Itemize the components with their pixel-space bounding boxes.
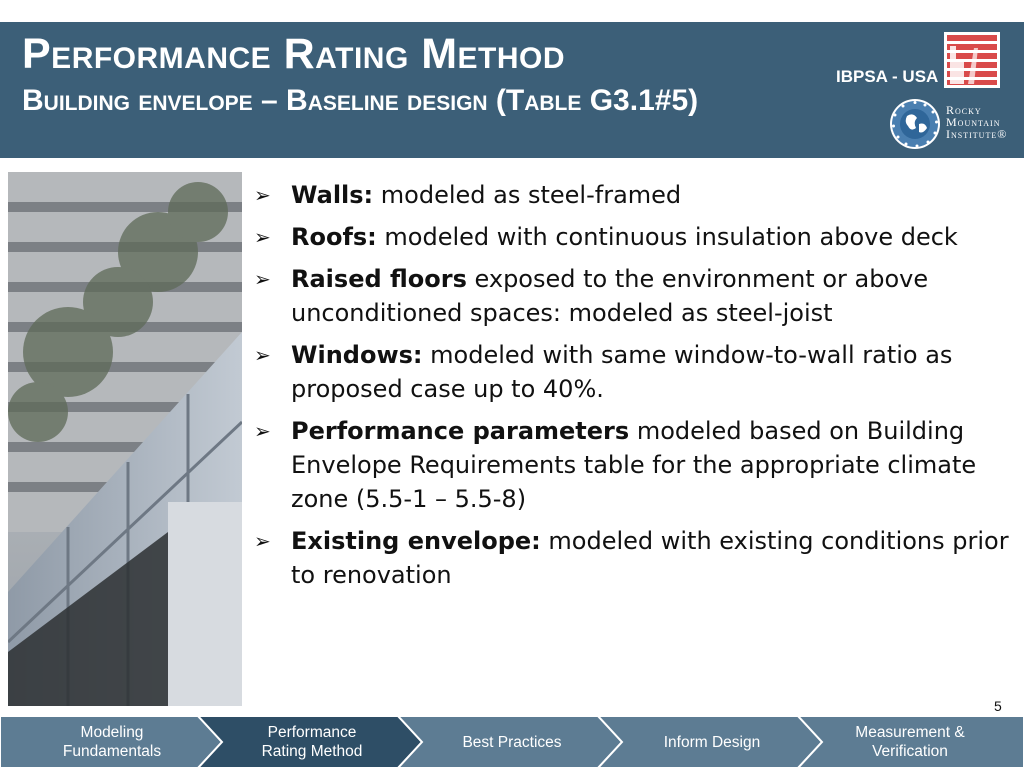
bullet-text: modeled with existing conditions prior to renovation	[291, 527, 1009, 589]
rmi-logo-line: Institute®	[946, 127, 1008, 141]
bullet-text: modeled based on Building Envelope Requirements table for the appropriate climate zone (5.5-1 – 5.5-8)	[291, 417, 977, 513]
rmi-globe-logo	[889, 98, 941, 150]
list-item	[254, 178, 1014, 212]
bullet-heading: Windows:	[291, 341, 423, 369]
bullet-heading: Raised floors	[291, 265, 467, 293]
arrow-bullet-icon: ➢	[254, 529, 271, 553]
nav-item-modeling-fundamentals[interactable]: Modeling Fundamentals	[62, 724, 162, 760]
org-label: IBPSA - USA	[836, 67, 939, 86]
arrow-bullet-icon: ➢	[254, 419, 271, 443]
bullet-text: exposed to the environment or above unconditioned spaces: modeled as steel-joist	[291, 265, 929, 327]
arrow-bullet-icon: ➢	[254, 267, 271, 291]
nav-item-performance-rating-method[interactable]: Performance Rating Method	[261, 724, 363, 760]
list-item	[254, 338, 1014, 406]
page-number: 5	[994, 698, 1002, 714]
arrow-bullet-icon: ➢	[254, 183, 271, 207]
arrow-bullet-icon: ➢	[254, 225, 271, 249]
nav-item-best-practices[interactable]: Best Practices	[462, 733, 562, 751]
list-item	[254, 414, 1014, 516]
nav-item-measurement-verification[interactable]: Measurement & Verification	[855, 724, 965, 760]
slide-subtitle: Building envelope – Baseline design (Table G3.1#5)	[22, 84, 699, 117]
rmi-logo-line: Mountain	[946, 115, 1001, 129]
bullet-text: modeled with same window-to-wall ratio as proposed case up to 40%.	[291, 341, 953, 403]
rmi-logo-text	[946, 104, 1007, 140]
list-item	[254, 524, 1014, 592]
slide-title: Performance Rating Method	[22, 30, 566, 78]
list-item	[254, 262, 1014, 330]
bullet-heading: Performance parameters	[291, 417, 630, 445]
bullet-list	[254, 178, 1014, 600]
bullet-heading: Roofs:	[291, 223, 377, 251]
rmi-logo-line: Rocky	[946, 103, 982, 117]
arrow-bullet-icon: ➢	[254, 343, 271, 367]
bullet-text: modeled with continuous insulation above deck	[376, 223, 958, 251]
bullet-text: modeled as steel-framed	[373, 181, 682, 209]
building-photo	[8, 172, 242, 706]
ibpsa-flag-logo	[944, 32, 1000, 88]
bullet-heading: Walls:	[291, 181, 374, 209]
bullet-heading: Existing envelope:	[291, 527, 541, 555]
nav-item-inform-design[interactable]: Inform Design	[663, 733, 761, 751]
list-item	[254, 220, 1014, 254]
